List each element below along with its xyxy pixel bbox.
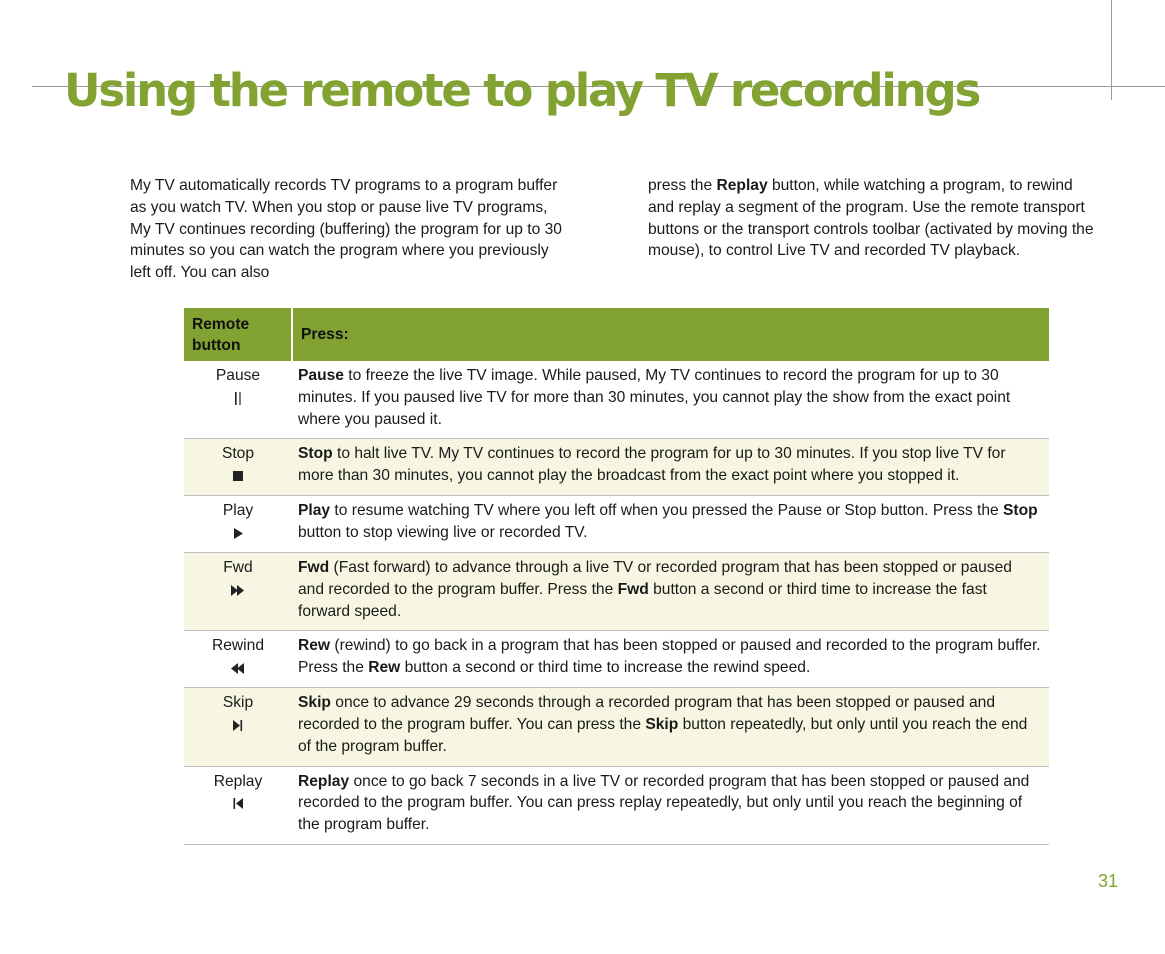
remote-button-cell <box>184 439 292 496</box>
table-row <box>184 496 1049 553</box>
page-title: Using the remote to play TV recordings <box>64 64 980 117</box>
remote-button-cell <box>184 766 292 844</box>
table-row <box>184 631 1049 688</box>
description-bold-term: Stop <box>298 445 333 463</box>
description-text: to halt live TV. My TV continues to record the program for up to 30 minutes. If you stop live TV for more than 30 minutes, you cannot play the broadcast from the exact point where you stopped it. <box>298 445 1006 485</box>
description-bold-term: Skip <box>645 715 679 733</box>
button-description <box>292 766 1049 844</box>
intro-right-post: button, while watching a program, to rewind and replay a segment of the program. Use the remote transport buttons or the transport controls toolbar (activated by moving the mouse), to control Live TV and recorded TV playback. <box>648 177 1094 260</box>
page-number: 31 <box>1098 871 1119 891</box>
remote-button-name: Pause <box>215 367 261 384</box>
table-row <box>184 439 1049 496</box>
remote-button-name: Play <box>222 502 254 520</box>
remote-button-cell <box>184 361 292 439</box>
remote-button-name: Skip <box>222 694 254 712</box>
table-row <box>184 361 1049 439</box>
intro-paragraph-right <box>648 175 1098 262</box>
description-text: button to stop viewing live or recorded TV. <box>298 523 588 541</box>
description-bold-term: Pause <box>298 367 344 384</box>
remote-button-cell <box>184 552 292 630</box>
description-bold-term: Fwd <box>617 580 649 598</box>
table-row <box>184 766 1049 844</box>
remote-buttons-table <box>184 308 1049 845</box>
pause-icon <box>184 389 292 409</box>
remote-button-name: Replay <box>213 772 263 790</box>
description-bold-term: Play <box>298 502 331 520</box>
table-header-row <box>184 308 1049 361</box>
description-text: once to advance 29 seconds through a recorded program that has been stopped or paused and recorded to the program buffer. You can press the <box>298 694 996 733</box>
description-text: (rewind) to go back in a program that has been stopped or paused and recorded to the program buffer. Press the <box>298 637 1041 677</box>
header-rule-vertical <box>1111 0 1112 100</box>
button-description <box>292 439 1049 496</box>
remote-button-name: Stop <box>221 445 255 463</box>
skip-forward-icon <box>184 716 292 736</box>
remote-button-cell <box>184 631 292 688</box>
intro-paragraph-left: My TV automatically records TV programs to a program buffer as you watch TV. When you stop or pause live TV programs, My TV continues recording (buffering) the program for up to 30 minutes so you can watch the program where you previously left off. You can also <box>130 177 562 282</box>
intro-right-bold: Replay <box>716 177 768 194</box>
description-bold-term: Stop <box>1003 502 1038 520</box>
remote-button-cell <box>184 496 292 553</box>
description-bold-term: Skip <box>298 694 331 712</box>
remote-button-cell <box>184 688 292 766</box>
column-header-press: Press: <box>292 308 1049 361</box>
table-row <box>184 688 1049 766</box>
remote-button-name: Fwd <box>223 558 253 576</box>
button-description <box>292 552 1049 630</box>
description-text: button a second or third time to increase the rewind speed. <box>400 659 811 677</box>
button-description <box>292 631 1049 688</box>
stop-icon <box>184 467 292 487</box>
remote-button-name: Rewind <box>211 637 264 655</box>
description-bold-term: Fwd <box>298 558 330 576</box>
description-text: (Fast forward) to advance through a live TV or recorded program that has been stopped or paused and recorded to the program buffer. Press the <box>298 558 1012 598</box>
description-text: button repeatedly, but only until you reach the end of the program buffer. <box>298 715 1028 755</box>
column-header-remote-button: Remote button <box>184 308 292 361</box>
button-description <box>292 496 1049 553</box>
intro-right-pre: press the <box>648 177 717 194</box>
description-text: once to go back 7 seconds in a live TV or recorded program that has been stopped or paused and recorded to the program buffer. You can press replay repeatedly, but only until you reach the beginning of the program buffer. <box>298 772 1030 834</box>
description-text: button a second or third time to increase the fast forward speed. <box>298 580 987 620</box>
replay-icon <box>184 794 292 814</box>
table-row <box>184 552 1049 630</box>
play-icon <box>184 524 292 544</box>
fast-forward-icon <box>184 581 292 601</box>
button-description <box>292 688 1049 766</box>
button-description <box>292 361 1049 439</box>
description-bold-term: Rew <box>368 659 401 677</box>
rewind-icon <box>184 659 292 679</box>
description-text: to resume watching TV where you left off when you pressed the Pause or Stop button. Press the <box>330 502 1004 520</box>
table-body <box>184 361 1049 844</box>
description-bold-term: Replay <box>298 772 350 790</box>
description-text: to freeze the live TV image. While paused, My TV continues to record the program for up to 30 minutes. If you paused live TV for more than 30 minutes, you cannot play the show from the exact point where you paused it. <box>298 367 1011 428</box>
description-bold-term: Rew <box>298 637 331 655</box>
